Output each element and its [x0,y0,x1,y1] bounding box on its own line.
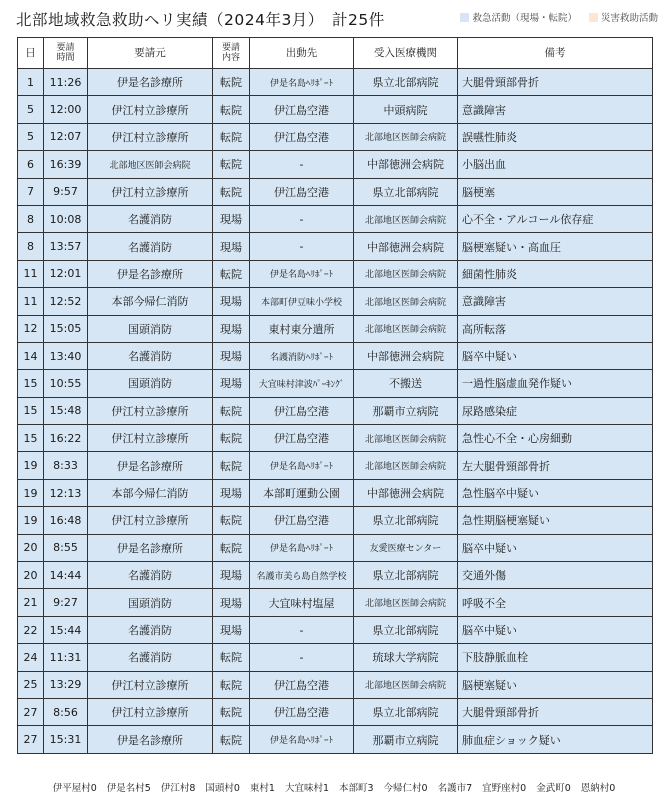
table-row [18,397,653,424]
cell-dest: 大宜味村塩屋 [250,589,354,616]
cell-hospital: 中部徳洲会病院 [354,233,458,260]
table-body [18,69,653,754]
table-row [18,260,653,287]
cell-requester: 伊江村立診療所 [88,425,213,452]
table-row [18,425,653,452]
cell-day: 19 [18,452,44,479]
cell-day: 5 [18,123,44,150]
cell-note: 急性心不全・心房細動 [458,425,653,452]
cell-note: 意識障害 [458,96,653,123]
cell-hospital: 県立北部病院 [354,507,458,534]
table-row [18,507,653,534]
cell-dest: 伊江島空港 [250,96,354,123]
cell-type: 転院 [213,726,250,753]
cell-note: 一過性脳虚血発作疑い [458,370,653,397]
municipality-count: 国頭村0 [205,783,240,794]
cell-note: 呼吸不全 [458,589,653,616]
table-row [18,151,653,178]
cell-type: 転院 [213,698,250,725]
cell-type: 現場 [213,342,250,369]
cell-dest: 伊是名島ﾍﾘﾎﾟｰﾄ [250,260,354,287]
table-row [18,233,653,260]
legend-item-emergency [460,10,577,24]
cell-day: 27 [18,698,44,725]
cell-requester: 伊江村立診療所 [88,123,213,150]
cell-type: 転院 [213,425,250,452]
cell-day: 19 [18,479,44,506]
cell-type: 転院 [213,452,250,479]
cell-note: 脳梗塞疑い・高血圧 [458,233,653,260]
municipality-count: 今帰仁村0 [383,783,428,794]
cell-hospital: 中部徳洲会病院 [354,479,458,506]
cell-hospital: 友愛医療センター [354,534,458,561]
cell-type: 転院 [213,397,250,424]
cell-day: 8 [18,205,44,232]
table-row [18,315,653,342]
table-row [18,698,653,725]
cell-time: 15:44 [44,616,88,643]
cell-hospital: 中部徳洲会病院 [354,151,458,178]
cell-time: 15:05 [44,315,88,342]
cell-note: 肺血症ショック疑い [458,726,653,753]
cell-hospital: 不搬送 [354,370,458,397]
table-row [18,69,653,96]
municipality-count: 恩納村0 [580,783,616,794]
header-time-line1: 要請 [56,42,75,53]
cell-type: 転院 [213,69,250,96]
cell-time: 8:33 [44,452,88,479]
header-row [18,38,653,69]
cell-requester: 名護消防 [88,562,213,589]
cell-note: 急性脳卒中疑い [458,479,653,506]
cell-time: 16:22 [44,425,88,452]
cell-type: 転院 [213,671,250,698]
cell-note: 細菌性肺炎 [458,260,653,287]
cell-note: 脳梗塞疑い [458,671,653,698]
cell-requester: 名護消防 [88,644,213,671]
cell-time: 10:55 [44,370,88,397]
cell-dest: 伊江島空港 [250,397,354,424]
cell-requester: 伊江村立診療所 [88,698,213,725]
cell-requester: 名護消防 [88,616,213,643]
cell-type: 転院 [213,507,250,534]
page-title: 北部地域救急救助ヘリ実績（2024年3月） 計25件 [16,11,385,29]
cell-dest: 伊江島空港 [250,507,354,534]
cell-requester: 伊是名診療所 [88,260,213,287]
table-row [18,370,653,397]
cell-hospital: 県立北部病院 [354,178,458,205]
cell-day: 22 [18,616,44,643]
cell-note: 心不全・アルコール依存症 [458,205,653,232]
cell-day: 15 [18,425,44,452]
cell-time: 12:13 [44,479,88,506]
cell-hospital: 北部地区医師会病院 [354,315,458,342]
cell-time: 16:48 [44,507,88,534]
cell-hospital: 県立北部病院 [354,69,458,96]
cell-requester: 本部今帰仁消防 [88,479,213,506]
cell-type: 転院 [213,260,250,287]
cell-day: 14 [18,342,44,369]
header-requester: 要請元 [88,38,213,69]
cell-day: 15 [18,370,44,397]
cell-hospital: 北部地区医師会病院 [354,123,458,150]
cell-hospital: 琉球大学病院 [354,644,458,671]
table-row [18,479,653,506]
cell-dest: 伊江島空港 [250,178,354,205]
cell-day: 15 [18,397,44,424]
cell-note: 下肢静脈血栓 [458,644,653,671]
cell-time: 12:00 [44,96,88,123]
cell-type: 転院 [213,534,250,561]
municipality-count: 宜野座村0 [482,783,527,794]
cell-day: 6 [18,151,44,178]
municipality-count: 大宜味村1 [284,783,329,794]
cell-note: 尿路感染症 [458,397,653,424]
cell-hospital: 北部地区医師会病院 [354,288,458,315]
municipality-counts [0,780,668,794]
cell-dest: - [250,616,354,643]
cell-dest: 伊是名島ﾍﾘﾎﾟｰﾄ [250,452,354,479]
table-row [18,205,653,232]
municipality-count: 伊是名村5 [106,783,151,794]
cell-type: 転院 [213,96,250,123]
cell-dest: 伊江島空港 [250,671,354,698]
table-row [18,342,653,369]
cell-time: 9:27 [44,589,88,616]
cell-day: 5 [18,96,44,123]
cell-requester: 北部地区医師会病院 [88,151,213,178]
cell-day: 27 [18,726,44,753]
header-day: 日 [18,38,44,69]
header-time-line2: 時間 [56,53,75,63]
legend [460,10,658,24]
cell-dest: 伊江島空港 [250,698,354,725]
cell-day: 19 [18,507,44,534]
cell-requester: 伊江村立診療所 [88,507,213,534]
cell-requester: 名護消防 [88,342,213,369]
records-table [17,37,653,754]
cell-type: 転院 [213,123,250,150]
cell-dest: - [250,644,354,671]
cell-note: 大腿骨頸部骨折 [458,698,653,725]
table-row [18,616,653,643]
cell-time: 16:39 [44,151,88,178]
cell-day: 7 [18,178,44,205]
table-row [18,96,653,123]
header-time [44,38,88,69]
cell-type: 現場 [213,288,250,315]
table-row [18,589,653,616]
cell-requester: 名護消防 [88,205,213,232]
cell-requester: 伊江村立診療所 [88,96,213,123]
cell-dest: 大宜味村津波ﾊﾟｰｷﾝｸﾞ [250,370,354,397]
cell-time: 11:31 [44,644,88,671]
cell-type: 転院 [213,644,250,671]
cell-requester: 伊是名診療所 [88,726,213,753]
cell-requester: 国頭消防 [88,589,213,616]
cell-dest: 東村東分遣所 [250,315,354,342]
cell-hospital: 北部地区医師会病院 [354,205,458,232]
cell-type: 現場 [213,616,250,643]
cell-note: 誤嚥性肺炎 [458,123,653,150]
cell-hospital: 北部地区医師会病院 [354,452,458,479]
legend-label-emergency: 救急活動（現場・転院） [472,13,577,24]
cell-type: 現場 [213,205,250,232]
cell-requester: 名護消防 [88,233,213,260]
cell-hospital: 北部地区医師会病院 [354,589,458,616]
cell-requester: 本部今帰仁消防 [88,288,213,315]
cell-hospital: 北部地区医師会病院 [354,671,458,698]
cell-requester: 国頭消防 [88,370,213,397]
cell-note: 交通外傷 [458,562,653,589]
table-row [18,178,653,205]
cell-requester: 伊是名診療所 [88,534,213,561]
cell-time: 12:01 [44,260,88,287]
cell-time: 8:56 [44,698,88,725]
cell-dest: 伊江島空港 [250,123,354,150]
cell-hospital: 那覇市立病院 [354,726,458,753]
legend-swatch-peach [589,13,598,22]
table-row [18,562,653,589]
cell-day: 12 [18,315,44,342]
cell-note: 左大腿骨頸部骨折 [458,452,653,479]
cell-day: 1 [18,69,44,96]
header-note: 備考 [458,38,653,69]
cell-time: 12:52 [44,288,88,315]
cell-dest: 名護消防ﾍﾘﾎﾟｰﾄ [250,342,354,369]
table-row [18,726,653,753]
cell-day: 21 [18,589,44,616]
header-dest: 出動先 [250,38,354,69]
cell-hospital: 県立北部病院 [354,698,458,725]
cell-time: 15:31 [44,726,88,753]
cell-time: 13:40 [44,342,88,369]
cell-day: 11 [18,260,44,287]
municipality-count: 伊平屋村0 [52,783,97,794]
cell-type: 現場 [213,479,250,506]
municipality-count: 東村1 [249,783,275,794]
cell-type: 転院 [213,178,250,205]
municipality-count: 名護市7 [437,783,473,794]
cell-hospital: 那覇市立病院 [354,397,458,424]
cell-requester: 伊江村立診療所 [88,397,213,424]
cell-hospital: 県立北部病院 [354,616,458,643]
cell-requester: 伊是名診療所 [88,452,213,479]
cell-type: 現場 [213,370,250,397]
cell-dest: 伊江島空港 [250,425,354,452]
cell-day: 11 [18,288,44,315]
cell-hospital: 県立北部病院 [354,562,458,589]
cell-day: 24 [18,644,44,671]
header-type [213,38,250,69]
cell-day: 20 [18,534,44,561]
cell-hospital: 北部地区医師会病院 [354,425,458,452]
table-row [18,534,653,561]
cell-time: 9:57 [44,178,88,205]
cell-note: 脳卒中疑い [458,342,653,369]
cell-hospital: 中頭病院 [354,96,458,123]
header-type-line2: 内容 [221,53,240,63]
cell-note: 急性期脳梗塞疑い [458,507,653,534]
cell-time: 12:07 [44,123,88,150]
cell-type: 転院 [213,151,250,178]
cell-dest: 伊是名島ﾍﾘﾎﾟｰﾄ [250,726,354,753]
cell-type: 現場 [213,233,250,260]
legend-label-disaster: 災害救助活動 [600,13,658,24]
cell-note: 大腿骨頸部骨折 [458,69,653,96]
cell-note: 小脳出血 [458,151,653,178]
table-row [18,644,653,671]
cell-type: 現場 [213,315,250,342]
table-row [18,288,653,315]
cell-time: 10:08 [44,205,88,232]
municipality-count: 伊江村8 [160,783,196,794]
cell-dest: - [250,151,354,178]
cell-dest: 本部町伊豆味小学校 [250,288,354,315]
cell-time: 13:29 [44,671,88,698]
cell-dest: 伊是名島ﾍﾘﾎﾟｰﾄ [250,69,354,96]
table-row [18,671,653,698]
cell-dest: - [250,233,354,260]
cell-time: 8:55 [44,534,88,561]
legend-swatch-blue [460,13,469,22]
cell-dest: - [250,205,354,232]
cell-note: 脳梗塞 [458,178,653,205]
legend-item-disaster [589,10,658,24]
cell-note: 脳卒中疑い [458,616,653,643]
cell-dest: 伊是名島ﾍﾘﾎﾟｰﾄ [250,534,354,561]
header-hospital: 受入医療機関 [354,38,458,69]
cell-time: 13:57 [44,233,88,260]
cell-day: 25 [18,671,44,698]
cell-requester: 国頭消防 [88,315,213,342]
table-row [18,452,653,479]
cell-type: 現場 [213,589,250,616]
cell-requester: 伊江村立診療所 [88,178,213,205]
cell-note: 脳卒中疑い [458,534,653,561]
cell-note: 意識障害 [458,288,653,315]
cell-note: 高所転落 [458,315,653,342]
cell-hospital: 中部徳洲会病院 [354,342,458,369]
cell-type: 現場 [213,562,250,589]
cell-hospital: 北部地区医師会病院 [354,260,458,287]
municipality-count: 本部町3 [339,783,374,794]
cell-time: 14:44 [44,562,88,589]
table-row [18,123,653,150]
cell-dest: 本部町運動公園 [250,479,354,506]
header-type-line1: 要請 [221,42,240,53]
cell-dest: 名護市美ら島自然学校 [250,562,354,589]
cell-requester: 伊是名診療所 [88,69,213,96]
cell-day: 20 [18,562,44,589]
cell-time: 15:48 [44,397,88,424]
cell-requester: 伊江村立診療所 [88,671,213,698]
municipality-count: 金武町0 [536,783,571,794]
cell-day: 8 [18,233,44,260]
cell-time: 11:26 [44,69,88,96]
